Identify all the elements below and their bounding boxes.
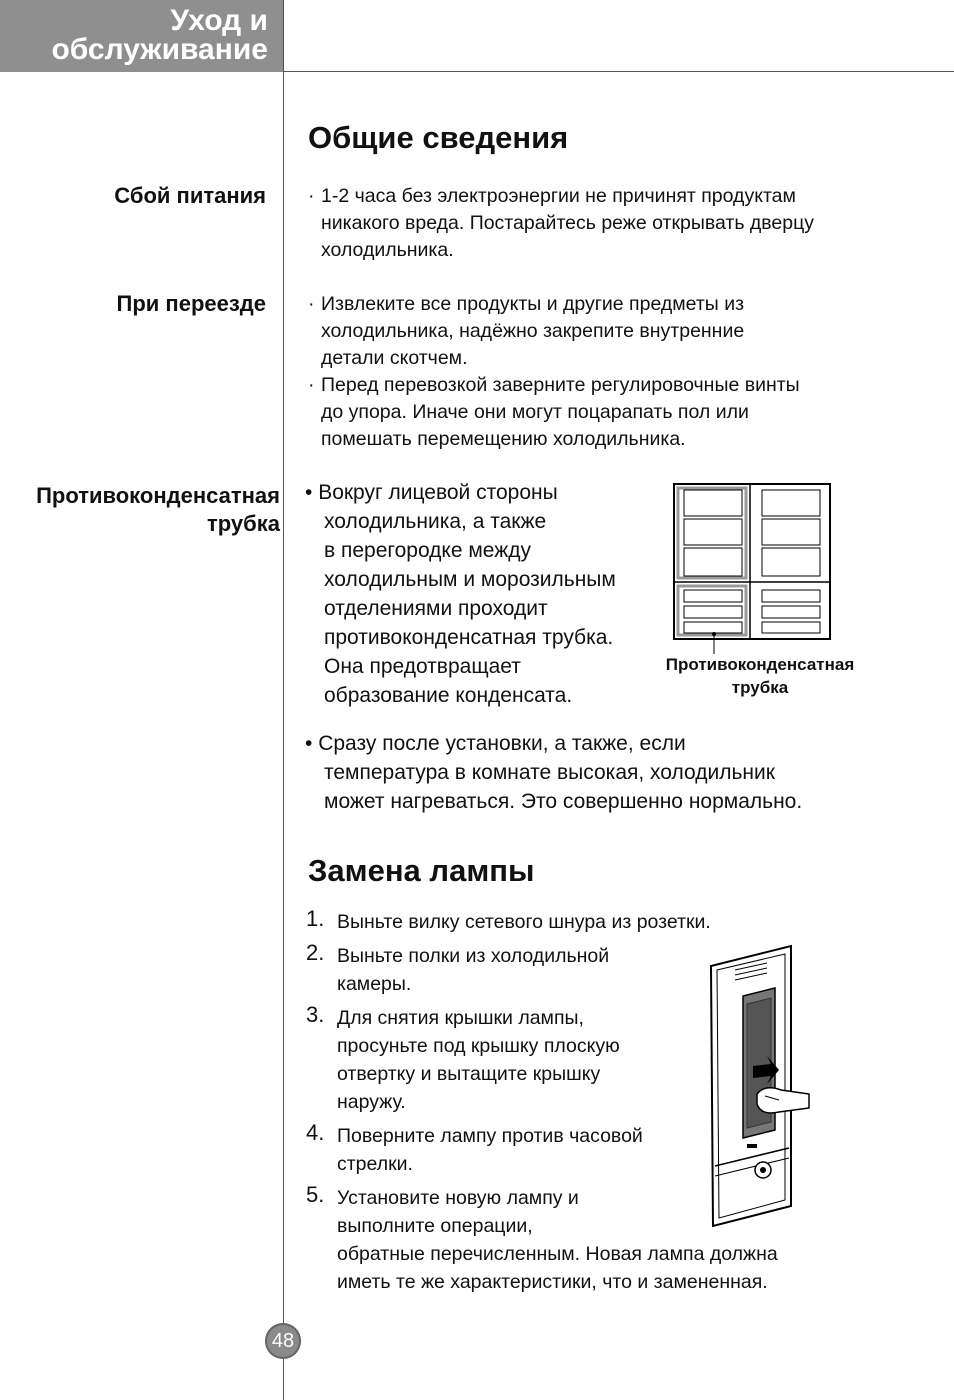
column-divider [283, 0, 284, 1400]
list-item: 4. Поверните лампу против часовой стрелки. [306, 1120, 643, 1175]
lamp-cover-illustration [705, 944, 810, 1228]
anticondensate-label: Противоконденсатная трубка [36, 483, 280, 536]
diagram-caption: Противоконденсатная трубка [665, 655, 855, 697]
section-header [0, 0, 284, 72]
list-item: 5. Установите новую лампу и выполните операции, обратные перечисленным. Новая лампа должна иметь те же характеристики, что и замененная. [306, 1182, 778, 1293]
general-info-heading: Общие сведения [308, 120, 569, 155]
list-item: 3. Для снятия крышки лампы, просуньте под крышку плоскую отвертку и вытащите крышку наружу. [306, 1002, 620, 1113]
power-failure-label: Сбой питания [114, 183, 266, 208]
list-item: 1. Выньте вилку сетевого шнура из розетки. [306, 906, 711, 933]
anticondensate-text: • Вокруг лицевой стороны холодильника, а также в перегородке между холодильным и морозильным отделениями проходит противоконденсатная трубка. Она предотвращает образование конденсата. [305, 481, 616, 707]
power-failure-text: · 1-2 часа без электроэнергии не причинят продуктам никакого вреда. Постарайтесь реже открывать дверцу холодильника. [308, 185, 815, 261]
moving-text: · Извлеките все продукты и другие предметы из холодильника, надёжно закрепите внутренние детали скотчем. · Перед перевозкой заверните регулировочные винты до упора. Иначе они могут поцарапать пол или помешать перемещению холодильника. [308, 293, 800, 450]
list-item: 2. Выньте полки из холодильной камеры. [306, 940, 610, 995]
anticondensate-pipe-diagram [672, 482, 834, 657]
top-divider [284, 71, 954, 72]
moving-label: При переезде [116, 291, 266, 316]
lamp-replacement-heading: Замена лампы [308, 853, 535, 888]
section-title: Уход и обслуживание [51, 4, 268, 66]
heating-note: • Сразу после установки, а также, если температура в комнате высокая, холодильник может нагреваться. Это совершенно нормально. [305, 732, 803, 813]
page-number: 48 [265, 1323, 301, 1359]
